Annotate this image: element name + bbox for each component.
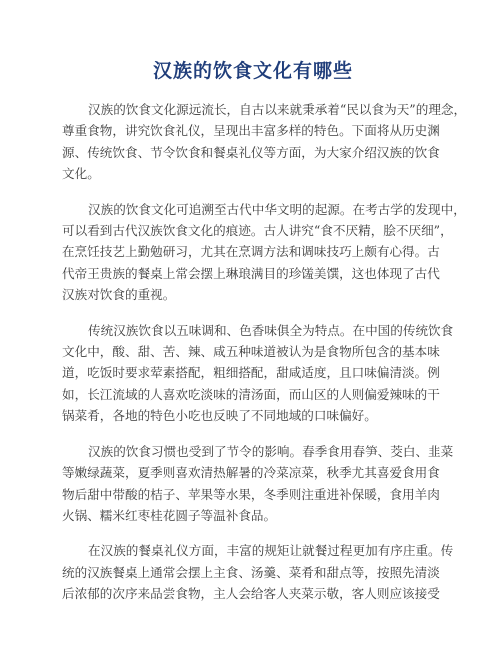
text-line: 在烹饪技艺上勤勉研习，尤其在烹调方法和调味技巧上颇有心得。古 bbox=[62, 244, 440, 260]
text-line: 文化中，酸、甜、苦、辣、咸五种味道被认为是食物所包含的基本味 bbox=[62, 344, 440, 360]
text-line: 火锅、糯米红枣桂花圆子等温补食品。 bbox=[62, 507, 277, 523]
text-line: 传统汉族饮食以五味调和、色香味俱全为特点。在中国的传统饮食 bbox=[88, 322, 454, 338]
text-line: 在汉族的餐桌礼仪方面，丰富的规矩让就餐过程更加有序庄重。传 bbox=[88, 543, 454, 559]
text-line: 道，吃饭时要求荤素搭配，粗细搭配，甜咸适度，且口味偏清淡。例 bbox=[62, 365, 440, 381]
text-line: 汉族的饮食文化可追溯至古代中华文明的起源。在考古学的发现中， bbox=[88, 201, 466, 217]
document-title: 汉族的饮食文化有哪些 bbox=[152, 60, 353, 82]
text-line: 汉族的饮食文化源远流长，自古以来就秉承着“民以食为天”的理念， bbox=[88, 102, 467, 117]
text-line: 后浓郁的次序来品尝食物，主人会给客人夹菜示敬，客人则应该接受 bbox=[62, 586, 440, 602]
paragraph-intro bbox=[62, 99, 467, 185]
paragraph-table-etiquette bbox=[62, 540, 454, 604]
paragraph-seasonal-food bbox=[62, 441, 454, 527]
text-line: 文化。 bbox=[62, 166, 100, 182]
paragraph-history bbox=[62, 199, 466, 306]
text-line: 源、传统饮食、节令饮食和餐桌礼仪等方面，为大家介绍汉族的饮食 bbox=[62, 144, 440, 160]
text-line: 统的汉族餐桌上通常会摆上主食、汤羹、菜肴和甜点等，按照先清淡 bbox=[62, 564, 440, 580]
text-line: 可以看到古代汉族饮食文化的痕迹。古人讲究“食不厌精，脍不厌细”， bbox=[62, 223, 453, 239]
text-line: 物后甜中带酸的桔子、苹果等水果，冬季则注重进补保暖，食用羊肉 bbox=[62, 486, 440, 502]
text-line: 锅菜肴，各地的特色小吃也反映了不同地域的口味偏好。 bbox=[62, 408, 377, 424]
text-line: 代帝王贵族的餐桌上常会摆上琳琅满目的珍馐美馔，这也体现了古代 bbox=[62, 265, 440, 281]
text-line: 等嫩绿蔬菜，夏季则喜欢清热解暑的冷菜凉菜，秋季尤其喜爱食用食 bbox=[62, 465, 440, 481]
paragraph-traditional-diet bbox=[62, 320, 454, 427]
text-line: 汉族的饮食习惯也受到了节令的影响。春季食用春笋、茭白、韭菜 bbox=[88, 443, 454, 459]
text-line: 汉族对饮食的重视。 bbox=[62, 287, 176, 303]
text-line: 尊重食物，讲究饮食礼仪，呈现出丰富多样的特色。下面将从历史渊 bbox=[62, 123, 440, 139]
text-line: 如，长江流域的人喜欢吃淡味的清汤面，而山区的人则偏爱辣味的干 bbox=[62, 386, 440, 402]
